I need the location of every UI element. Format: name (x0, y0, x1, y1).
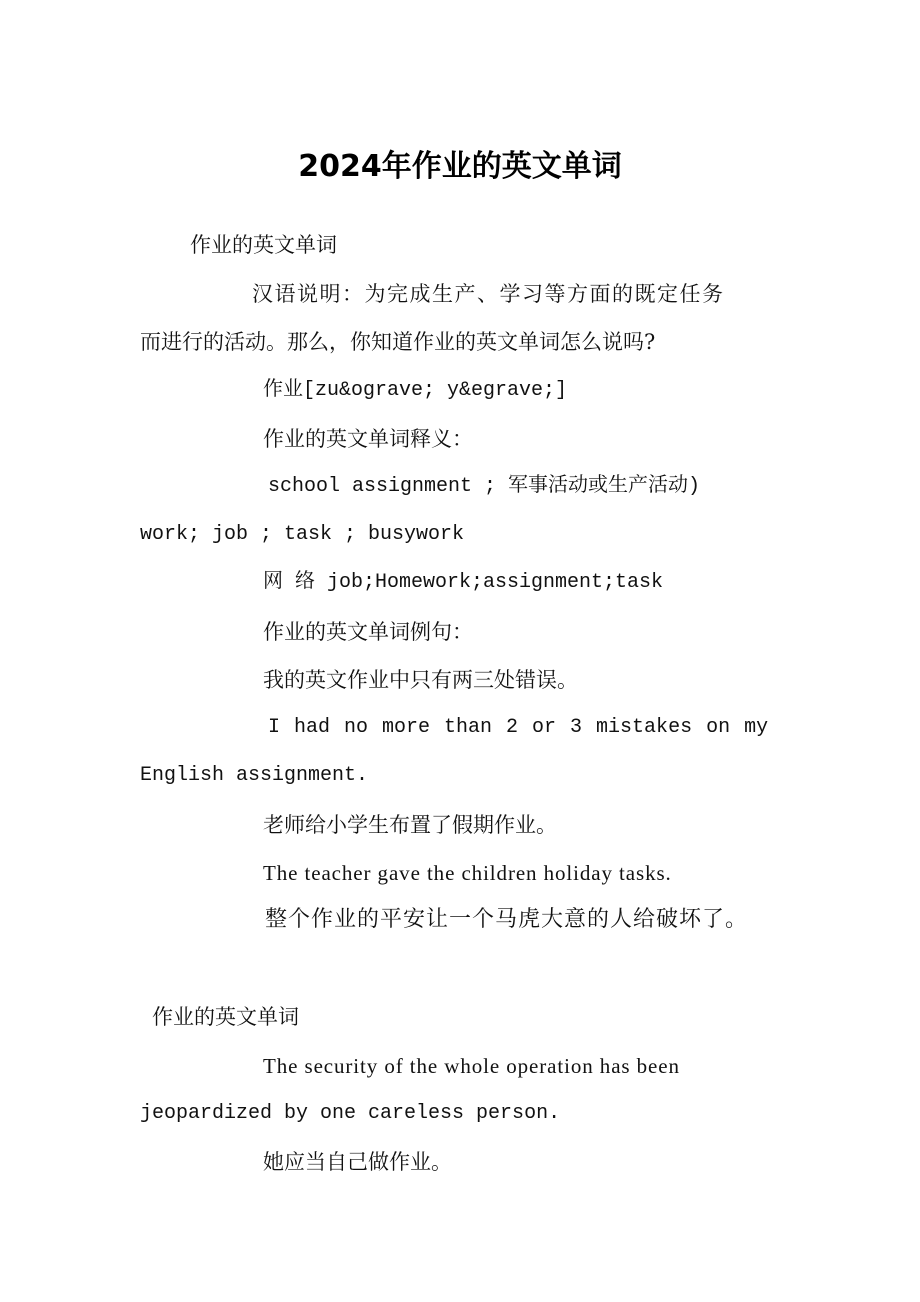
paragraph-line: 汉语说明：为完成生产、学习等方面的既定任务 (252, 282, 725, 306)
example-sentence-en: jeopardized by one careless person. (140, 1102, 561, 1125)
example-sentence-zh: 老师给小学生布置了假期作业。 (263, 813, 557, 837)
paragraph-line: 作业的英文单词释义： (263, 427, 473, 451)
definition-line: work; job ; task ; busywork (140, 523, 465, 546)
example-sentence-en: The teacher gave the children holiday tasks. (263, 861, 672, 885)
definition-line: school assignment ; 军事活动或生产活动) (268, 475, 701, 498)
section-heading: 作业的英文单词 (190, 233, 337, 257)
example-sentence-zh: 我的英文作业中只有两三处错误。 (263, 668, 578, 692)
example-sentence-zh: 整个作业的平安让一个马虎大意的人给破坏了。 (265, 907, 749, 932)
example-sentence-en: English assignment. (140, 764, 369, 787)
example-sentence-en: The security of the whole operation has been (263, 1054, 680, 1078)
example-sentence-en: I had no more than 2 or 3 mistakes on my (268, 716, 769, 739)
definition-line: 网 络 job;Homework;assignment;task (263, 571, 664, 594)
pronunciation-line: 作业[zu&ograve; y&egrave;] (263, 379, 568, 402)
paragraph-line: 作业的英文单词例句： (263, 620, 473, 644)
document-title: 2024年作业的英文单词 (298, 149, 622, 184)
section-heading: 作业的英文单词 (152, 1005, 299, 1029)
example-sentence-zh: 她应当自己做作业。 (263, 1150, 452, 1174)
paragraph-line: 而进行的活动。那么，你知道作业的英文单词怎么说吗? (140, 330, 656, 354)
